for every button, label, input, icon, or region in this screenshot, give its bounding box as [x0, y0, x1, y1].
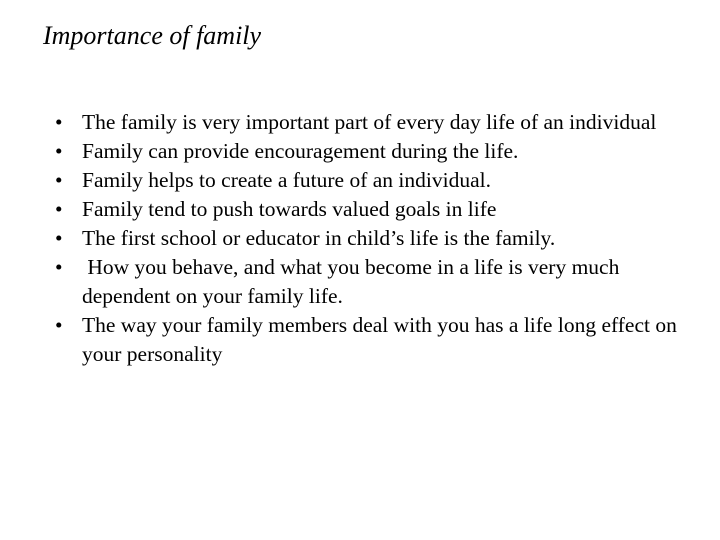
list-item: [55, 253, 695, 311]
bullet-list: [55, 108, 695, 369]
bullet-text: How you behave, and what you become in a life is very much dependent on your family life.: [82, 255, 625, 308]
bullet-icon: •: [55, 226, 63, 250]
bullet-text: The family is very important part of every day life of an individual: [82, 110, 657, 134]
slide-title: Importance of family: [43, 21, 262, 50]
list-item: [55, 195, 695, 224]
bullet-icon: •: [55, 110, 63, 134]
bullet-text: Family helps to create a future of an individual.: [82, 168, 491, 192]
list-item: [55, 311, 695, 369]
bullet-icon: •: [55, 197, 63, 221]
list-item: [55, 224, 695, 253]
bullet-icon: •: [55, 255, 63, 279]
bullet-text: Family tend to push towards valued goals in life: [82, 197, 497, 221]
bullet-text: The first school or educator in child’s life is the family.: [82, 226, 556, 250]
bullet-text: The way your family members deal with you has a life long effect on your personality: [82, 313, 683, 366]
list-item: [55, 108, 695, 137]
bullet-icon: •: [55, 139, 63, 163]
bullet-icon: •: [55, 168, 63, 192]
list-item: [55, 166, 695, 195]
list-item: [55, 137, 695, 166]
bullet-text: Family can provide encouragement during the life.: [82, 139, 519, 163]
bullet-icon: •: [55, 313, 63, 337]
